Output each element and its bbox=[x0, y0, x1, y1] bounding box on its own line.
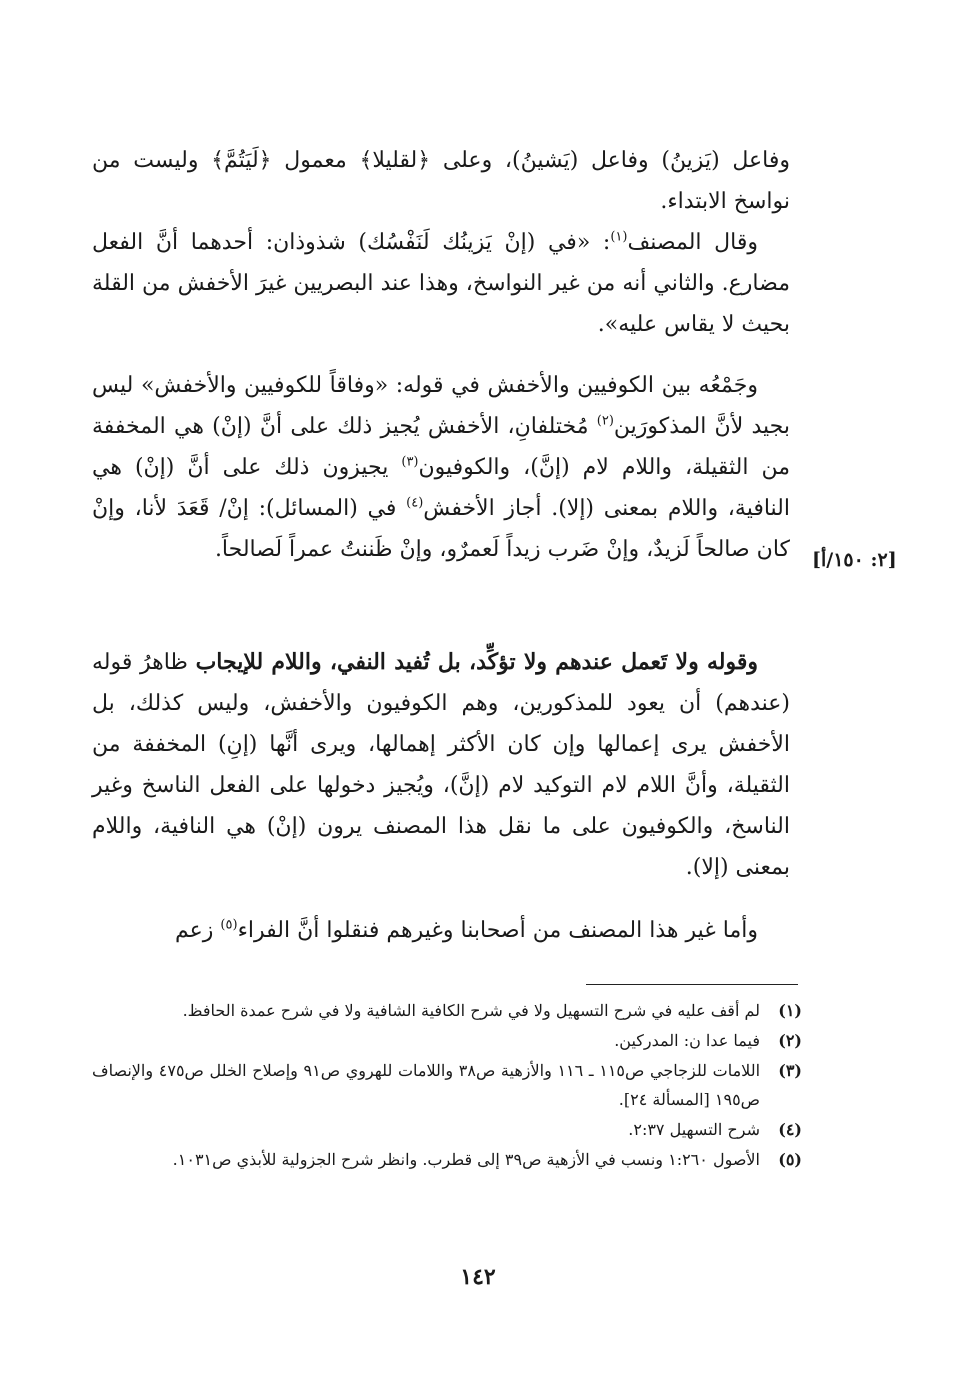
footnote-number: (١) bbox=[778, 1001, 802, 1020]
paragraph-4 bbox=[92, 642, 790, 888]
footnote-separator bbox=[586, 984, 798, 985]
paragraph-1 bbox=[92, 140, 790, 222]
footnote-text: اللامات للزجاجي ص١١٥ ـ ١١٦ والأزهية ص٣٨ واللامات للهروي ص٩١ وإصلاح الخلل ص٤٧٥ والإنصاف ص١٩٥ [المسألة ٢٤]. bbox=[92, 1061, 761, 1109]
paragraph-1-text: وفاعل (يَزينُ) وفاعل (يَشينُ)، وعلى ﴿لقليلا﴾ معمول ﴿لَيَتُمَّ﴾ وليست من نواسخ الابتداء. bbox=[92, 148, 790, 214]
footnote-ref-3: (٣) bbox=[401, 454, 419, 470]
page-number: ١٤٢ bbox=[460, 1264, 496, 1290]
footnote-number: (٢) bbox=[778, 1031, 802, 1050]
paragraph-2-text-b: : «في (إنْ يَزينُك لَنَفْسُك) شذوذان: أحدهما أنَّ الفعل مضارع. والثاني أنه من غير النواسخ، وهذا عند البصريين غيرَ الأخفش من القلة بحيث لا يقاس عليه». bbox=[92, 230, 790, 337]
paragraph-3-text-a: وجَمْعُه بين الكوفيين والأخفش في قوله: «وفاقاً للكوفيين والأخفش» ليس بجيد لأنَّ المذكورَين bbox=[92, 373, 790, 439]
paragraph-5-text-a: وأما غير هذا المصنف من أصحابنا وغيرهم فنقلوا أنَّ الفراء bbox=[237, 918, 758, 943]
footnote-ref-1: (١) bbox=[610, 229, 628, 245]
footnote-text: فيما عدا ن: المدركين. bbox=[614, 1031, 760, 1050]
paragraph-4-bold-quote: وقوله ولا تَعمل عندهم ولا تؤكِّد، بل تُفيد النفي، واللام للإيجاب bbox=[195, 649, 758, 675]
footnote-text: الأصول ١:٢٦٠ ونسب في الأزهية ص٣٩ إلى قطرب. وانظر شرح الجزولية للأبذي ص١٠٣١. bbox=[172, 1150, 760, 1169]
paragraph-3-text-c: يجيزون ذلك على أنَّ (إنْ) هي النافية، واللام بمعنى (إلا). أجاز الأخفش bbox=[92, 455, 791, 521]
paragraph-5 bbox=[92, 910, 790, 951]
footnote-number: (٥) bbox=[778, 1150, 802, 1169]
footnote-item bbox=[92, 996, 802, 1025]
footnote-item bbox=[92, 1056, 802, 1114]
footnote-text: شرح التسهيل ٢:٣٧. bbox=[628, 1120, 760, 1139]
footnote-number: (٣) bbox=[778, 1061, 802, 1080]
footnote-ref-4: (٤) bbox=[406, 495, 424, 511]
footnote-item bbox=[92, 1145, 802, 1174]
footnotes bbox=[92, 996, 802, 1175]
footnote-ref-5: (٥) bbox=[220, 917, 238, 933]
footnote-item bbox=[92, 1115, 802, 1144]
footnote-ref-2: (٢) bbox=[596, 413, 614, 429]
footnote-number: (٤) bbox=[778, 1120, 802, 1139]
paragraph-5-text-b: زعم bbox=[175, 918, 221, 943]
paragraph-3 bbox=[92, 365, 790, 570]
paragraph-4-text: ظاهرُ قوله (عندهم) أن يعود للمذكورين، وهم الكوفيون والأخفش، وليس كذلك، بل الأخفش يرى إعمالها وإن كان الأكثر إهمالها، ويرى أنَّها (إنِ) المخففة من الثقيلة، وأنَّ اللام لام التوكيد لام (إنَّ)، ويُجيز دخولها على الفعل الناسخ وغير الناسخ، والكوفيون على ما نقل هذا المصنف يرون (إنْ) هي النافية، واللام بمعنى (إلا). bbox=[92, 650, 790, 880]
footnote-item bbox=[92, 1026, 802, 1055]
footnote-text: لم أقف عليه في شرح التسهيل ولا في شرح الكافية الشافية ولا في شرح عمدة الحافظ. bbox=[182, 1001, 760, 1020]
paragraph-3-text-d: في (المسائل): إنْ/ قَعَدَ لأنا، وإنْ كان صالحاً لَزيدٌ، وإنْ ضَرب زيداً لَعمرٌو، وإنْ ظَننتُ عمراً لَصالحاً. bbox=[92, 496, 790, 562]
paragraph-2-text-a: وقال المصنف bbox=[627, 230, 758, 255]
paragraph-2 bbox=[92, 222, 790, 345]
paragraph-3-text-b: مُختلفانِ، الأخفش يُجيز ذلك على أنَّ (إنْ) هي المخففة من الثقيلة، واللام لام (إنَّ)، والكوفيون bbox=[92, 414, 790, 480]
manuscript-margin-reference: [٢: ١٥٠/أ] bbox=[812, 549, 897, 571]
